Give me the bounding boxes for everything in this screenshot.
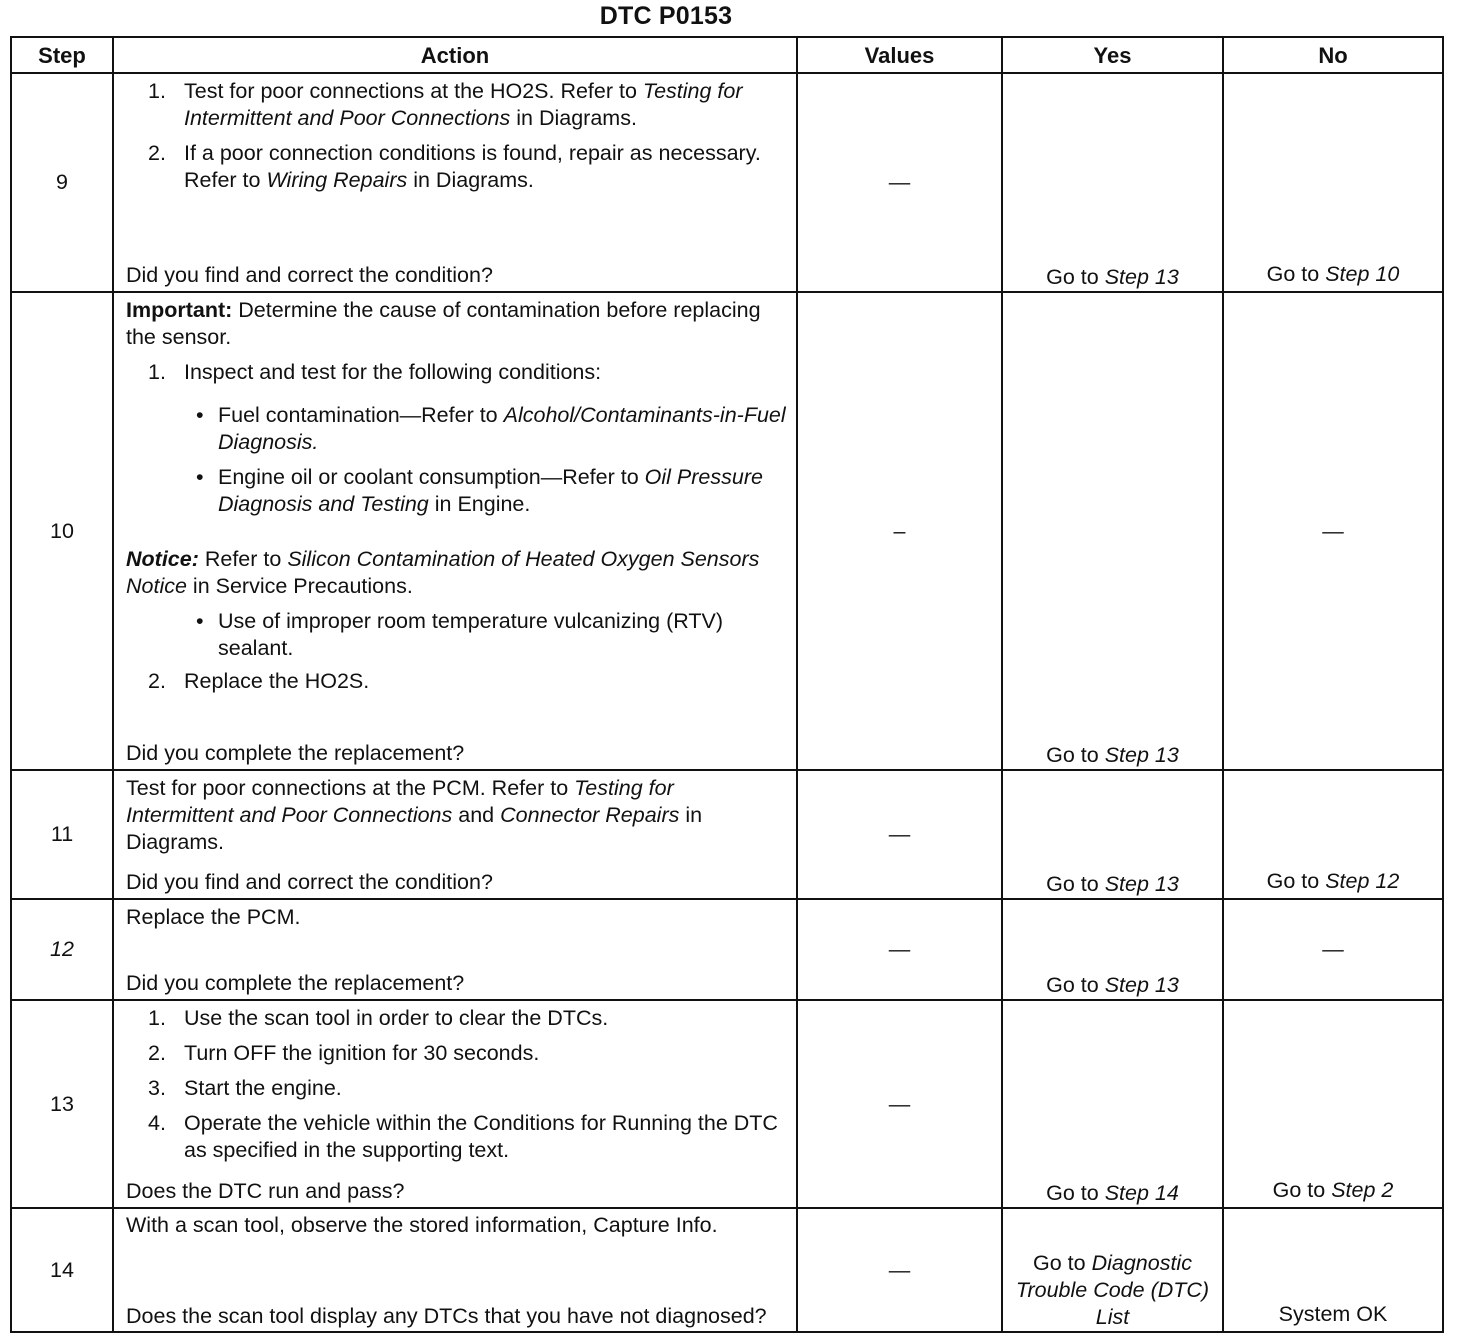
question-text: Did you find and correct the condition? [126, 263, 493, 287]
step-number: 10 [11, 292, 113, 770]
values-cell: — [797, 1208, 1002, 1332]
step-number: 11 [11, 770, 113, 899]
condition-list [126, 402, 786, 526]
no-cell: Go to Step 10 [1223, 73, 1443, 292]
header-action: Action [113, 37, 797, 73]
header-values: Values [797, 37, 1002, 73]
yes-cell: Go to Step 13 [1002, 292, 1223, 770]
step-number: 14 [11, 1208, 113, 1332]
table-row [11, 899, 1443, 1000]
values-cell: — [797, 73, 1002, 292]
values-cell: — [797, 899, 1002, 1000]
yes-cell: Go to Step 13 [1002, 899, 1223, 1000]
header-yes: Yes [1002, 37, 1223, 73]
values-cell: — [797, 770, 1002, 899]
question-text: Did you complete the replacement? [126, 971, 465, 995]
table-header-row [11, 37, 1443, 73]
action-cell [113, 899, 797, 1000]
action-cell [113, 1000, 797, 1208]
list-item: 2. If a poor connection conditions is found, repair as necessary. Refer to Wiring Repairs in Diagrams. [148, 141, 761, 192]
table-row [11, 1000, 1443, 1208]
table-row [11, 770, 1443, 899]
action-text: Replace the PCM. [126, 905, 301, 929]
yes-cell: Go to Diagnostic Trouble Code (DTC) List [1002, 1208, 1223, 1332]
condition-list [126, 608, 786, 662]
list-item: 1. Test for poor connections at the HO2S. Refer to Testing for Intermittent and Poor Connections in Diagrams. [148, 79, 743, 130]
action-cell [113, 73, 797, 292]
yes-cell: Go to Step 13 [1002, 770, 1223, 899]
step-number: 13 [11, 1000, 113, 1208]
no-cell: Go to Step 2 [1223, 1000, 1443, 1208]
step-number: 9 [11, 73, 113, 292]
table-row [11, 292, 1443, 770]
action-cell [113, 770, 797, 899]
table-row [11, 1208, 1443, 1332]
question-text: Did you complete the replacement? [126, 741, 465, 765]
notice-text: Notice: Refer to Silicon Contamination of Heated Oxygen Sensors Notice in Service Precautions. [126, 547, 760, 598]
list-item: 3. Start the engine. [148, 1076, 342, 1100]
no-cell: Go to Step 12 [1223, 770, 1443, 899]
yes-cell: Go to Step 13 [1002, 73, 1223, 292]
list-item: • Use of improper room temperature vulcanizing (RTV) sealant. [126, 608, 786, 662]
header-step: Step [11, 37, 113, 73]
list-item: • Fuel contamination—Refer to Alcohol/Contaminants-in-Fuel Diagnosis. [126, 402, 786, 456]
header-no: No [1223, 37, 1443, 73]
question-text: Does the scan tool display any DTCs that you have not diagnosed? [126, 1304, 767, 1328]
question-text: Did you find and correct the condition? [126, 870, 493, 894]
action-cell [113, 292, 797, 770]
list-item: • Engine oil or coolant consumption—Refer to Oil Pressure Diagnosis and Testing in Engine. [126, 464, 786, 518]
action-steps [126, 359, 786, 386]
list-item: 1. Use the scan tool in order to clear the DTCs. [148, 1006, 609, 1030]
yes-cell: Go to Step 14 [1002, 1000, 1223, 1208]
action-cell [113, 1208, 797, 1332]
action-steps [126, 1005, 786, 1164]
action-steps [126, 668, 786, 703]
values-cell: – [797, 292, 1002, 770]
no-cell: System OK [1223, 1208, 1443, 1332]
list-item: 1. Inspect and test for the following conditions: [148, 360, 602, 384]
question-text: Does the DTC run and pass? [126, 1179, 405, 1203]
important-note: Important: Determine the cause of contamination before replacing the sensor. [126, 298, 761, 349]
no-cell: — [1223, 899, 1443, 1000]
values-cell: — [797, 1000, 1002, 1208]
no-cell: — [1223, 292, 1443, 770]
table-row [11, 73, 1443, 292]
action-text: Test for poor connections at the PCM. Refer to Testing for Intermittent and Poor Connections and Connector Repairs in Diagrams. [126, 776, 703, 854]
step-number: 12 [11, 899, 113, 1000]
list-item: 2. Replace the HO2S. [148, 669, 370, 693]
diagnostic-table [10, 36, 1444, 1333]
action-steps [126, 78, 786, 202]
action-text: With a scan tool, observe the stored information, Capture Info. [126, 1213, 718, 1237]
list-item: 2. Turn OFF the ignition for 30 seconds. [148, 1041, 540, 1065]
page-title: DTC P0153 [599, 2, 733, 30]
list-item: 4. Operate the vehicle within the Conditions for Running the DTC as specified in the supporting text. [148, 1111, 778, 1162]
